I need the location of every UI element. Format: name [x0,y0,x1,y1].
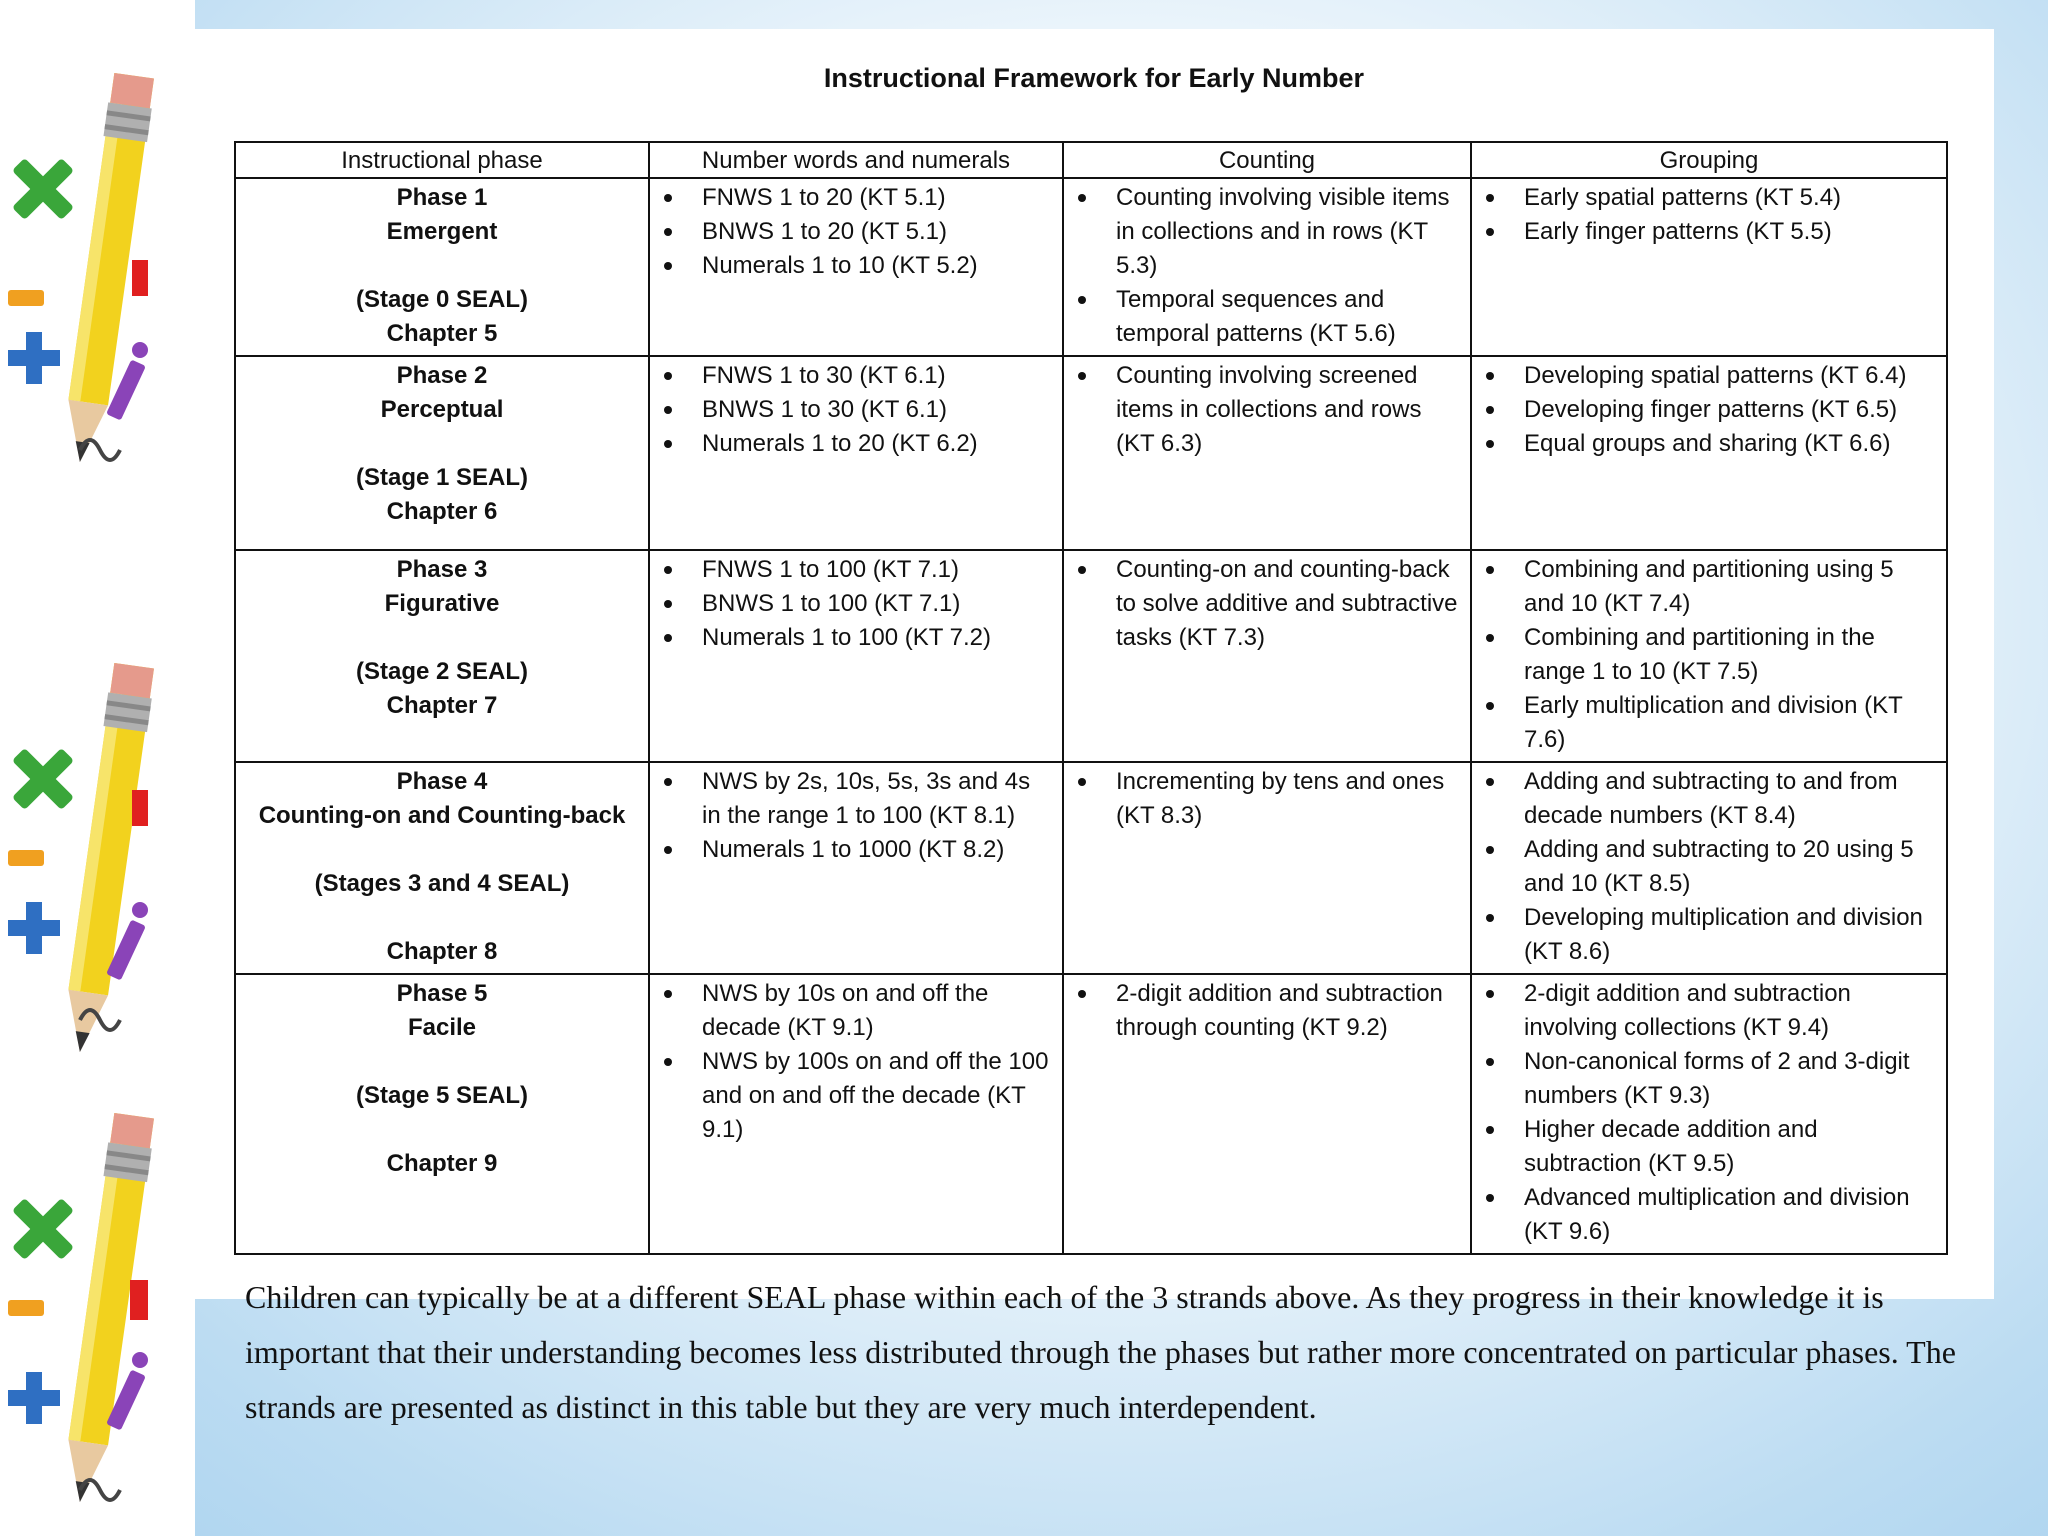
column-header: Instructional phase [235,142,649,178]
list-item: Numerals 1 to 1000 (KT 8.2) [658,833,1054,867]
bullet-list [1480,359,1938,461]
bullet-list [1072,977,1462,1045]
list-item: Advanced multiplication and division (KT 9.6) [1480,1181,1938,1249]
minus-icon [8,290,44,306]
document-title: Instructional Framework for Early Number [823,63,1365,93]
caption-text: Children can typically be at a different SEAL phase within each of the 3 strands above. As they progress in their knowledge it is important that their understanding becomes less distributed through the phases but rather more concentrated on particular phases. The strands are presented as distinct in this table but they are very much interdependent. [245,1279,1956,1425]
list-item: Adding and subtracting to and from decade numbers (KT 8.4) [1480,765,1938,833]
number-words-cell [649,356,1063,550]
list-item: 2-digit addition and subtraction involving collections (KT 9.4) [1480,977,1938,1045]
pencil-math-decoration-2 [0,620,160,1080]
pencil-math-decoration-1 [0,30,160,490]
phase-line: Phase 4 [396,768,488,795]
phase-line: (Stage 0 SEAL) [355,286,529,313]
phase-line: Phase 2 [396,362,488,389]
scanned-document [194,29,1994,1299]
framework-table [234,141,1948,1255]
phase-line: Phase 5 [396,980,488,1007]
pencil-math-decoration-3 [0,1070,160,1530]
list-item: Counting-on and counting-back to solve additive and subtractive tasks (KT 7.3) [1072,553,1462,655]
phase-line [244,901,640,935]
phase-line [244,1045,640,1079]
list-item: Higher decade addition and subtraction (KT 9.5) [1480,1113,1938,1181]
phase-line: (Stage 2 SEAL) [355,658,529,685]
plus-icon [8,332,60,384]
phase-line: Figurative [384,590,500,617]
counting-cell [1063,178,1471,356]
list-item: Numerals 1 to 100 (KT 7.2) [658,621,1054,655]
phase-line: Chapter 6 [386,498,498,525]
pencil-icon [0,1070,160,1530]
grouping-cell [1471,974,1947,1254]
counting-cell [1063,550,1471,762]
phase-line [244,621,640,655]
bullet-list [1480,181,1938,249]
list-item: Developing finger patterns (KT 6.5) [1480,393,1938,427]
decorative-sidebar [0,0,195,1536]
number-words-cell [649,550,1063,762]
list-item: BNWS 1 to 20 (KT 5.1) [658,215,1054,249]
bullet-list [658,359,1054,461]
plus-icon [8,902,60,954]
phase-line: Chapter 9 [386,1150,498,1177]
phase-cell [235,974,649,1254]
bullet-list [658,977,1054,1147]
minus-icon [8,1300,44,1316]
list-item: Early finger patterns (KT 5.5) [1480,215,1938,249]
bullet-list [1072,359,1462,461]
phase-line [244,1113,640,1147]
bullet-list [658,553,1054,655]
column-header: Counting [1063,142,1471,178]
grouping-cell [1471,550,1947,762]
bullet-list [1072,765,1462,833]
list-item: Counting involving screened items in collections and rows (KT 6.3) [1072,359,1462,461]
phase-line: (Stage 1 SEAL) [355,464,529,491]
phase-cell [235,550,649,762]
bullet-list [658,765,1054,867]
list-item: Equal groups and sharing (KT 6.6) [1480,427,1938,461]
number-words-cell [649,974,1063,1254]
list-item: NWS by 2s, 10s, 5s, 3s and 4s in the range 1 to 100 (KT 8.1) [658,765,1054,833]
list-item: FNWS 1 to 20 (KT 5.1) [658,181,1054,215]
column-header: Number words and numerals [649,142,1063,178]
table-row [235,550,1947,762]
number-words-cell [649,178,1063,356]
list-item: Temporal sequences and temporal patterns (KT 5.6) [1072,283,1462,351]
phase-line: Chapter 7 [386,692,498,719]
bullet-list [1480,553,1938,757]
list-item: FNWS 1 to 100 (KT 7.1) [658,553,1054,587]
table-row [235,356,1947,550]
list-item: NWS by 100s on and off the 100 and on and off the decade (KT 9.1) [658,1045,1054,1147]
table-row [235,762,1947,974]
counting-cell [1063,974,1471,1254]
times-icon [12,748,74,810]
list-item: Counting involving visible items in collections and in rows (KT 5.3) [1072,181,1462,283]
pencil-icon [0,30,160,490]
phase-line [244,427,640,461]
phase-line: Chapter 8 [386,938,498,965]
phase-line: Emergent [386,218,498,245]
minus-icon [8,850,44,866]
list-item: Numerals 1 to 20 (KT 6.2) [658,427,1054,461]
counting-cell [1063,356,1471,550]
phase-line: Facile [407,1014,477,1041]
grouping-cell [1471,178,1947,356]
phase-line: Phase 3 [396,556,488,583]
times-icon [12,158,74,220]
phase-cell [235,178,649,356]
phase-line: (Stage 5 SEAL) [355,1082,529,1109]
plus-icon [8,1372,60,1424]
list-item: Incrementing by tens and ones (KT 8.3) [1072,765,1462,833]
number-words-cell [649,762,1063,974]
bullet-list [1072,553,1462,655]
phase-cell [235,762,649,974]
list-item: 2-digit addition and subtraction through counting (KT 9.2) [1072,977,1462,1045]
table-row [235,178,1947,356]
bullet-list [1072,181,1462,351]
times-icon [12,1198,74,1260]
table-header-row [235,142,1947,178]
bullet-list [658,181,1054,283]
table-row [235,974,1947,1254]
list-item: Early multiplication and division (KT 7.6) [1480,689,1938,757]
grouping-cell [1471,762,1947,974]
list-item: Numerals 1 to 10 (KT 5.2) [658,249,1054,283]
phase-line: Counting-on and Counting-back [258,802,626,829]
list-item: Developing spatial patterns (KT 6.4) [1480,359,1938,393]
list-item: Combining and partitioning using 5 and 10 (KT 7.4) [1480,553,1938,621]
bullet-list [1480,765,1938,969]
pencil-icon [0,620,160,1080]
counting-cell [1063,762,1471,974]
list-item: Early spatial patterns (KT 5.4) [1480,181,1938,215]
list-item: Non-canonical forms of 2 and 3-digit numbers (KT 9.3) [1480,1045,1938,1113]
column-header: Grouping [1471,142,1947,178]
list-item: Developing multiplication and division (KT 8.6) [1480,901,1938,969]
list-item: Combining and partitioning in the range 1 to 10 (KT 7.5) [1480,621,1938,689]
phase-line [244,833,640,867]
list-item: BNWS 1 to 100 (KT 7.1) [658,587,1054,621]
bullet-list [1480,977,1938,1249]
phase-line [244,249,640,283]
list-item: FNWS 1 to 30 (KT 6.1) [658,359,1054,393]
phase-line: (Stages 3 and 4 SEAL) [314,870,570,897]
phase-line: Perceptual [380,396,504,423]
grouping-cell [1471,356,1947,550]
list-item: Adding and subtracting to 20 using 5 and 10 (KT 8.5) [1480,833,1938,901]
phase-line: Phase 1 [396,184,488,211]
phase-cell [235,356,649,550]
list-item: BNWS 1 to 30 (KT 6.1) [658,393,1054,427]
list-item: NWS by 10s on and off the decade (KT 9.1) [658,977,1054,1045]
phase-line: Chapter 5 [386,320,498,347]
